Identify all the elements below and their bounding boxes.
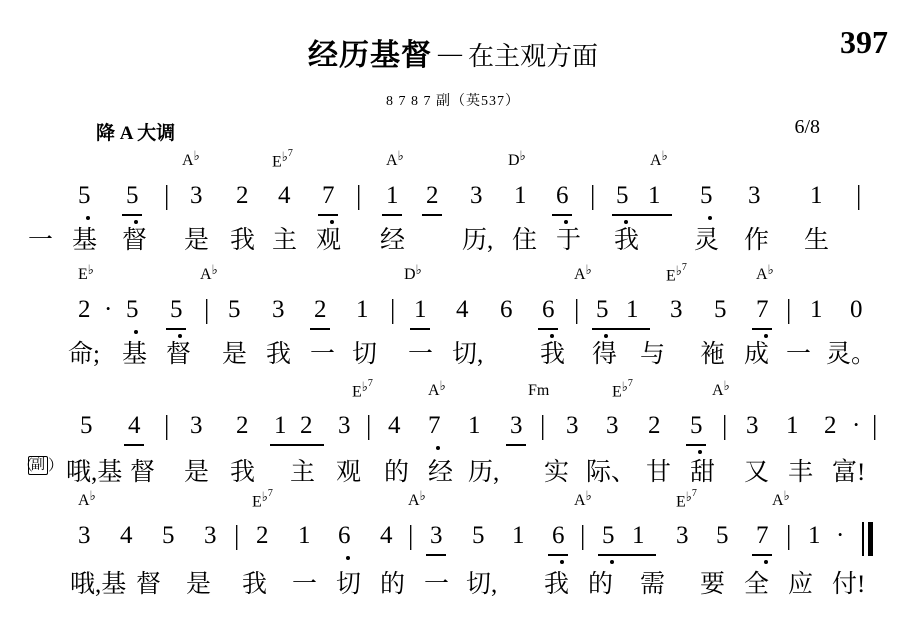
lyric: 的	[384, 459, 410, 486]
note: 3	[190, 182, 203, 209]
note: 4	[120, 522, 133, 549]
note: 5	[162, 522, 175, 549]
lyric: 作	[744, 227, 770, 254]
lyric-row-3	[0, 452, 906, 492]
note: 7	[756, 522, 769, 549]
lyric: 督	[136, 571, 162, 598]
note: 2	[314, 296, 327, 323]
lyric: 是	[186, 571, 212, 598]
note: 5	[126, 296, 139, 323]
note: 3	[272, 296, 285, 323]
chord-symbol: $E^{♭7}$	[676, 488, 697, 511]
chord-symbol: A♭	[574, 263, 592, 283]
lyric: 一	[424, 571, 450, 598]
note-row-1	[0, 174, 906, 218]
lyric: 我	[242, 571, 268, 598]
note: 3	[430, 522, 443, 549]
lyric: 切	[336, 571, 362, 598]
note: 5	[690, 412, 703, 439]
chord-symbol: D♭	[404, 263, 422, 283]
lyric: 切	[352, 341, 378, 368]
title-dash: —	[437, 41, 462, 67]
lyric: 是	[184, 459, 210, 486]
lyric: 灵。	[826, 341, 877, 368]
note: 5	[170, 296, 183, 323]
lyric: 灵	[694, 227, 720, 254]
staff-system-3	[0, 378, 906, 488]
barline: |	[590, 180, 596, 210]
note: 3	[606, 412, 619, 439]
note: 4	[456, 296, 469, 323]
lyric: 基	[72, 227, 98, 254]
note: 7	[756, 296, 769, 323]
refrain-label: 副	[28, 456, 48, 475]
note: 5	[616, 182, 629, 209]
lyric: 主	[272, 227, 298, 254]
note: 1	[626, 296, 639, 323]
lyric: 我	[614, 227, 640, 254]
chord-row-4	[0, 488, 906, 514]
lyric: 经	[380, 227, 406, 254]
barline: |	[786, 294, 792, 324]
note: 5	[472, 522, 485, 549]
barline: |	[164, 410, 170, 440]
lyric: 富!	[832, 459, 866, 486]
note: 5	[228, 296, 241, 323]
note: 1	[808, 522, 821, 549]
note: 6	[338, 522, 351, 549]
lyric: 是	[184, 227, 210, 254]
note: 5	[78, 182, 91, 209]
lyric: 切,	[452, 341, 484, 368]
lyric: 甜	[690, 459, 716, 486]
augmentation-dot: ·	[104, 296, 113, 323]
note: 1	[512, 522, 525, 549]
note: 2	[78, 296, 91, 323]
barline: |	[356, 180, 362, 210]
lyric: 应	[788, 571, 814, 598]
note: 1	[810, 296, 823, 323]
lyric: 与	[640, 341, 666, 368]
lyric: 袘	[700, 341, 726, 368]
chord-symbol: A♭	[712, 379, 730, 399]
lyric: 我	[230, 227, 256, 254]
lyric: 一	[408, 341, 434, 368]
lyric: 我	[540, 341, 566, 368]
meter-info: 8 7 8 7 副（英537）	[386, 94, 520, 109]
chord-symbol: A♭	[772, 489, 790, 509]
note: 5	[714, 296, 727, 323]
note: 3	[78, 522, 91, 549]
chord-symbol: A♭	[78, 489, 96, 509]
lyric: 督	[122, 227, 148, 254]
note: 1	[514, 182, 527, 209]
note: 3	[470, 182, 483, 209]
note: 7	[322, 182, 335, 209]
note: 1	[786, 412, 799, 439]
chord-symbol: A♭	[428, 379, 446, 399]
lyric: 我	[230, 459, 256, 486]
lyric: 于	[556, 227, 582, 254]
refrain-marker-close: ）	[48, 458, 64, 474]
note: 2	[648, 412, 661, 439]
lyric: 历,	[462, 227, 494, 254]
lyric-row-2	[0, 334, 906, 374]
lyric: 观	[316, 227, 342, 254]
lyric: 观	[336, 459, 362, 486]
note: 2	[426, 182, 439, 209]
lyric: 哦,基	[70, 571, 127, 598]
hymn-number: 397	[840, 24, 888, 60]
lyric: 丰	[788, 459, 814, 486]
lyric-row-4	[0, 564, 906, 604]
note: 1	[810, 182, 823, 209]
lyric: 一	[28, 227, 54, 254]
time-signature: 6/8	[794, 116, 820, 138]
barline: |	[580, 520, 586, 550]
barline: |	[786, 520, 792, 550]
chord-symbol: A♭	[408, 489, 426, 509]
note: 6	[556, 182, 569, 209]
note: 5	[126, 182, 139, 209]
chord-symbol: A♭	[756, 263, 774, 283]
note: 5	[716, 522, 729, 549]
note: 1	[386, 182, 399, 209]
chord-row-3	[0, 378, 906, 404]
note: 1	[298, 522, 311, 549]
barline: |	[574, 294, 580, 324]
note: 1	[632, 522, 645, 549]
note: 4	[388, 412, 401, 439]
barline: |	[204, 294, 210, 324]
note: 3	[670, 296, 683, 323]
lyric: 命;	[68, 341, 100, 368]
note: 2	[236, 182, 249, 209]
lyric: 实	[544, 459, 570, 486]
note: 6	[542, 296, 555, 323]
lyric: 全	[744, 571, 770, 598]
note: 3	[746, 412, 759, 439]
augmentation-dot: ·	[852, 412, 861, 439]
lyric: 又	[744, 459, 770, 486]
lyric: 住	[512, 227, 538, 254]
note-row-3	[0, 404, 906, 448]
note: 1	[356, 296, 369, 323]
barline: |	[856, 180, 862, 210]
note: 5	[596, 296, 609, 323]
lyric: 一	[310, 341, 336, 368]
lyric: 一	[786, 341, 812, 368]
lyric: 哦,基	[66, 459, 123, 486]
lyric: 我	[266, 341, 292, 368]
title-main: 经历基督	[307, 39, 432, 72]
chord-symbol: A♭	[650, 149, 668, 169]
chord-symbol: $E^{♭7}$	[666, 262, 687, 285]
barline: |	[366, 410, 372, 440]
note: 3	[566, 412, 579, 439]
chord-symbol: $E^{♭7}$	[352, 378, 373, 401]
note: 0	[850, 296, 863, 323]
note: 5	[700, 182, 713, 209]
note: 7	[428, 412, 441, 439]
staff-system-4	[0, 488, 906, 598]
barline: |	[234, 520, 240, 550]
note: 4	[380, 522, 393, 549]
note: 2	[256, 522, 269, 549]
lyric: 我	[544, 571, 570, 598]
note: 5	[80, 412, 93, 439]
chord-symbol: D♭	[508, 149, 526, 169]
refrain-marker: （	[18, 458, 34, 474]
chord-symbol: $E^{♭7}$	[252, 488, 273, 511]
lyric: 要	[700, 571, 726, 598]
barline: |	[164, 180, 170, 210]
augmentation-dot: ·	[836, 522, 845, 549]
chord-symbol: $E^{♭7}$	[272, 148, 293, 171]
chord-row-2	[0, 262, 906, 288]
note: 1	[414, 296, 427, 323]
lyric: 生	[804, 227, 830, 254]
lyric: 付!	[832, 571, 866, 598]
lyric: 基	[122, 341, 148, 368]
lyric: 的	[588, 571, 614, 598]
note: 3	[338, 412, 351, 439]
note: 5	[602, 522, 615, 549]
chord-symbol: E♭	[78, 263, 94, 283]
lyric: 督	[166, 341, 192, 368]
note: 6	[552, 522, 565, 549]
lyric: 的	[380, 571, 406, 598]
note-row-4	[0, 514, 906, 558]
chord-symbol: Fm	[528, 382, 550, 399]
note: 3	[190, 412, 203, 439]
barline: |	[390, 294, 396, 324]
barline: |	[408, 520, 414, 550]
barline: |	[722, 410, 728, 440]
lyric: 历,	[468, 459, 500, 486]
note: 4	[128, 412, 141, 439]
note: 2	[824, 412, 837, 439]
note: 1	[274, 412, 287, 439]
key-signature: 降 A 大调	[96, 123, 176, 144]
note: 2	[236, 412, 249, 439]
chord-symbol: $E^{♭7}$	[612, 378, 633, 401]
note: 1	[648, 182, 661, 209]
lyric: 际、	[586, 459, 637, 486]
note: 3	[676, 522, 689, 549]
chord-symbol: A♭	[182, 149, 200, 169]
note: 1	[468, 412, 481, 439]
lyric: 得	[592, 341, 618, 368]
lyric: 经	[428, 459, 454, 486]
lyric: 主	[290, 459, 316, 486]
lyric: 甘	[646, 459, 672, 486]
note-row-2	[0, 288, 906, 332]
chord-row-1	[0, 148, 906, 174]
lyric: 成	[744, 341, 770, 368]
chord-symbol: A♭	[386, 149, 404, 169]
barline: |	[540, 410, 546, 440]
note: 6	[500, 296, 513, 323]
note: 3	[204, 522, 217, 549]
note: 4	[278, 182, 291, 209]
lyric: 切,	[466, 571, 498, 598]
note: 2	[300, 412, 313, 439]
note: 3	[748, 182, 761, 209]
lyric: 需	[640, 571, 666, 598]
staff-system-1	[0, 148, 906, 258]
lyric: 督	[130, 459, 156, 486]
staff-system-2	[0, 262, 906, 372]
title-subtitle: 在主观方面	[467, 42, 598, 71]
lyric-row-1	[0, 220, 906, 260]
chord-symbol: A♭	[574, 489, 592, 509]
barline: |	[872, 410, 878, 440]
chord-symbol: A♭	[200, 263, 218, 283]
lyric: 是	[222, 341, 248, 368]
lyric: 一	[292, 571, 318, 598]
note: 3	[510, 412, 523, 439]
page-title	[0, 30, 906, 74]
